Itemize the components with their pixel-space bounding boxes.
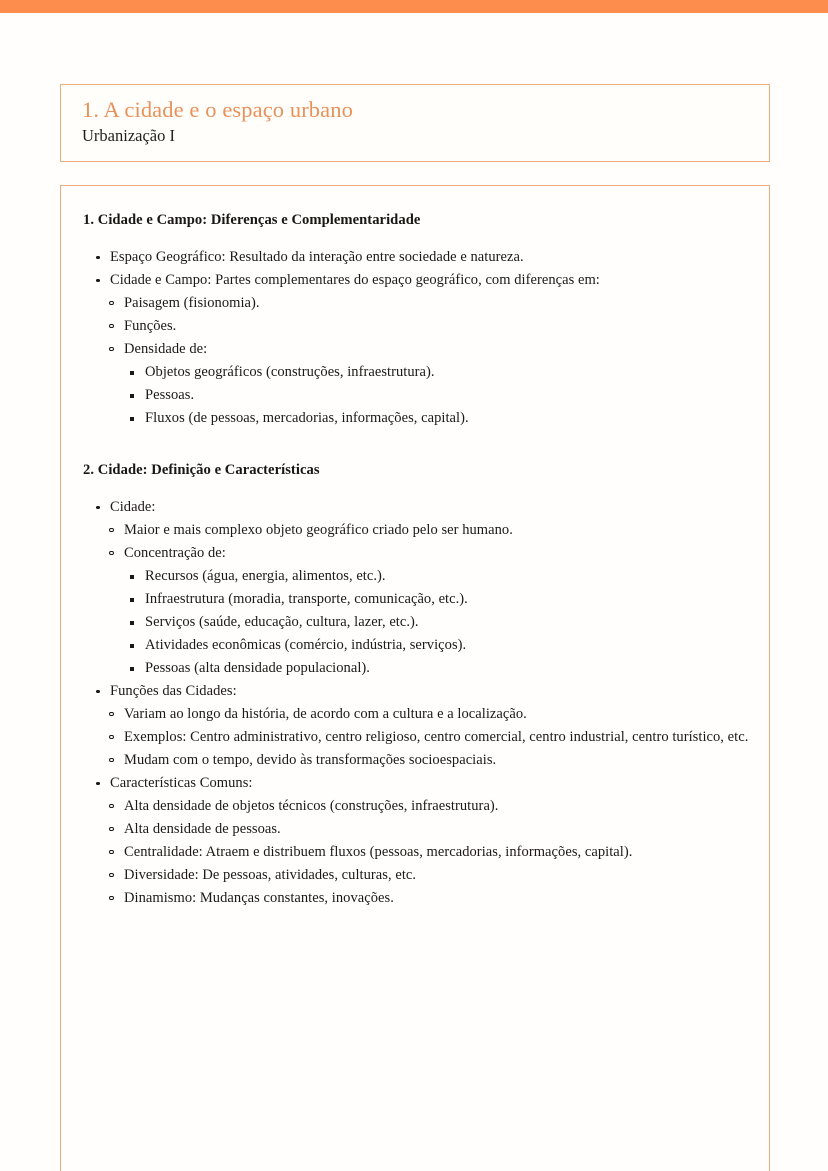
section-heading: 1. Cidade e Campo: Diferenças e Complementaridade xyxy=(83,212,421,228)
outline-list-level-3 xyxy=(117,565,753,680)
list-item xyxy=(97,703,753,726)
bullet-circle-icon xyxy=(109,712,114,717)
document-content-box xyxy=(60,185,770,1171)
list-item-text: Centralidade: Atraem e distribuem fluxos (pessoas, mercadorias, informações, capital). xyxy=(124,844,633,860)
list-item-text: Funções. xyxy=(124,318,177,334)
list-item xyxy=(97,315,753,338)
list-item-text: Dinamismo: Mudanças constantes, inovações. xyxy=(124,890,394,906)
list-item xyxy=(97,749,753,772)
outline-list-level-3 xyxy=(117,361,753,430)
bullet-circle-icon xyxy=(109,551,114,556)
bullet-circle-icon xyxy=(109,301,114,306)
bullet-disc-icon xyxy=(96,690,100,694)
list-item xyxy=(117,611,753,634)
bullet-disc-icon xyxy=(96,782,100,786)
list-item-text: Maior e mais complexo objeto geográfico criado pelo ser humano. xyxy=(124,522,513,538)
list-item-text: Paisagem (fisionomia). xyxy=(124,295,260,311)
list-item xyxy=(117,565,753,588)
list-item xyxy=(83,269,753,292)
list-item xyxy=(97,795,753,818)
bullet-circle-icon xyxy=(109,324,114,329)
outline-list-level-2 xyxy=(97,703,753,772)
list-item-text: Serviços (saúde, educação, cultura, lazer, etc.). xyxy=(145,614,419,630)
document-header-box xyxy=(60,84,770,162)
list-item-text: Variam ao longo da história, de acordo com a cultura e a localização. xyxy=(124,706,527,722)
list-item-text: Infraestrutura (moradia, transporte, comunicação, etc.). xyxy=(145,591,468,607)
page-subtitle: Urbanização I xyxy=(82,126,175,145)
list-item-text: Recursos (água, energia, alimentos, etc.). xyxy=(145,568,386,584)
bullet-square-icon xyxy=(130,394,134,398)
list-item xyxy=(117,634,753,657)
list-item-text: Características Comuns: xyxy=(110,775,253,791)
list-item xyxy=(117,361,753,384)
list-item-text: Cidade: xyxy=(110,499,156,515)
bullet-square-icon xyxy=(130,598,134,602)
bullet-square-icon xyxy=(130,417,134,421)
list-item-text: Mudam com o tempo, devido às transformações socioespaciais. xyxy=(124,752,497,768)
list-item-text: Espaço Geográfico: Resultado da interação entre sociedade e natureza. xyxy=(110,249,524,265)
bullet-circle-icon xyxy=(109,827,114,832)
outline-list-level-1 xyxy=(83,246,753,430)
list-item xyxy=(117,657,753,680)
list-item xyxy=(83,772,753,795)
page-title: 1. A cidade e o espaço urbano xyxy=(82,97,353,122)
list-item xyxy=(97,726,753,749)
bullet-circle-icon xyxy=(109,528,114,533)
list-item-text: Densidade de: xyxy=(124,341,208,357)
section-heading: 2. Cidade: Definição e Características xyxy=(83,462,320,478)
bullet-disc-icon xyxy=(96,256,100,260)
list-item-text: Cidade e Campo: Partes complementares do espaço geográfico, com diferenças em: xyxy=(110,272,600,288)
bullet-square-icon xyxy=(130,371,134,375)
bullet-circle-icon xyxy=(109,758,114,763)
list-item xyxy=(97,338,753,361)
outline-list-level-2 xyxy=(97,519,753,680)
list-item xyxy=(97,841,753,864)
top-accent-bar xyxy=(0,0,828,13)
sections-container xyxy=(83,210,753,910)
list-item xyxy=(117,384,753,407)
list-item-text: Exemplos: Centro administrativo, centro religioso, centro comercial, centro industrial, centro turístico, etc. xyxy=(124,729,749,745)
list-item-text: Objetos geográficos (construções, infraestrutura). xyxy=(145,364,435,380)
list-item-text: Pessoas. xyxy=(145,387,195,403)
outline-list-level-2 xyxy=(97,292,753,430)
outline-list-level-1 xyxy=(83,496,753,910)
list-item xyxy=(97,519,753,542)
list-item-text: Concentração de: xyxy=(124,545,226,561)
list-item-text: Alta densidade de pessoas. xyxy=(124,821,281,837)
bullet-square-icon xyxy=(130,644,134,648)
list-item-text: Atividades econômicas (comércio, indústria, serviços). xyxy=(145,637,467,653)
list-item xyxy=(117,407,753,430)
outline-list-level-2 xyxy=(97,795,753,910)
bullet-circle-icon xyxy=(109,873,114,878)
bullet-circle-icon xyxy=(109,804,114,809)
bullet-square-icon xyxy=(130,621,134,625)
bullet-disc-icon xyxy=(96,506,100,510)
list-item xyxy=(97,292,753,315)
list-item xyxy=(97,542,753,565)
bullet-circle-icon xyxy=(109,896,114,901)
bullet-disc-icon xyxy=(96,279,100,283)
list-item-text: Alta densidade de objetos técnicos (construções, infraestrutura). xyxy=(124,798,499,814)
bullet-circle-icon xyxy=(109,347,114,352)
list-item xyxy=(97,818,753,841)
list-item-text: Diversidade: De pessoas, atividades, culturas, etc. xyxy=(124,867,417,883)
bullet-square-icon xyxy=(130,575,134,579)
list-item-text: Pessoas (alta densidade populacional). xyxy=(145,660,370,676)
bullet-square-icon xyxy=(130,667,134,671)
list-item xyxy=(117,588,753,611)
list-item-text: Funções das Cidades: xyxy=(110,683,237,699)
bullet-circle-icon xyxy=(109,735,114,740)
list-item xyxy=(97,887,753,910)
list-item xyxy=(83,496,753,519)
list-item xyxy=(83,680,753,703)
list-item-text: Fluxos (de pessoas, mercadorias, informações, capital). xyxy=(145,410,469,426)
list-item xyxy=(97,864,753,887)
list-item xyxy=(83,246,753,269)
bullet-circle-icon xyxy=(109,850,114,855)
